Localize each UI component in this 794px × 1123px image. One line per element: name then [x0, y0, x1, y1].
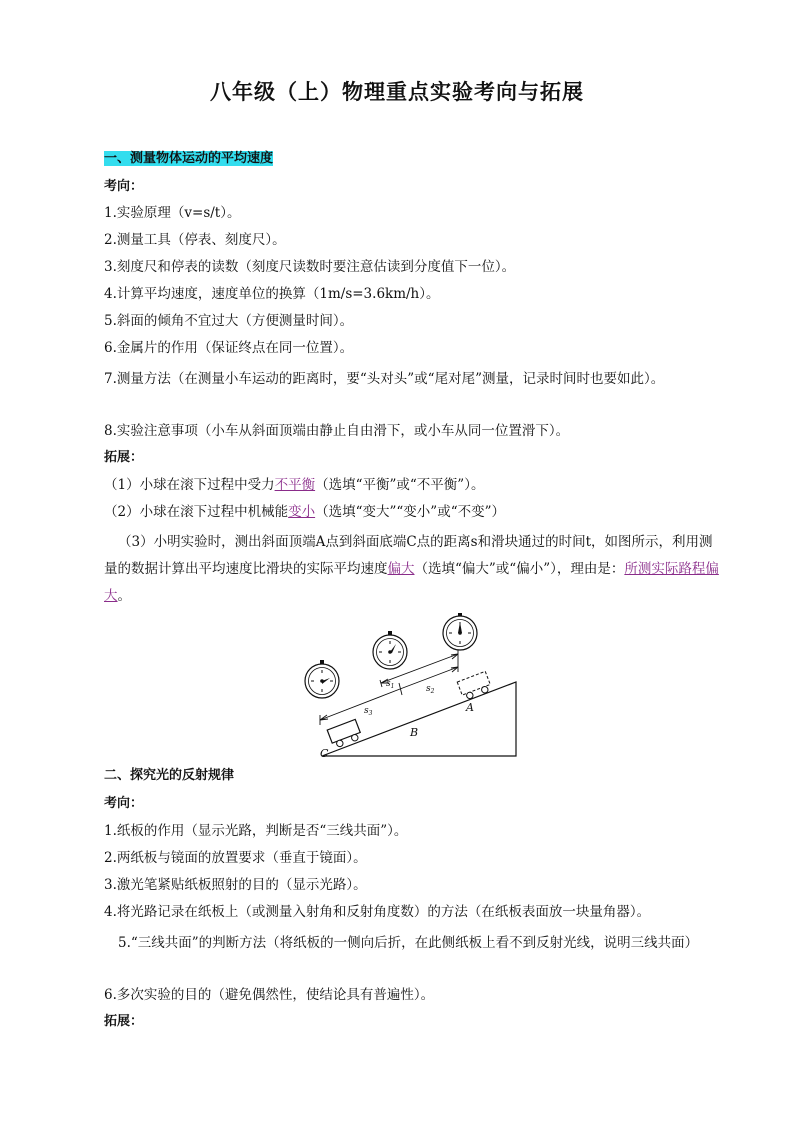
inclined-plane-figure: [294, 610, 526, 760]
section2-item-1: 1.纸板的作用（显示光路，判断是否“三线共面”）。: [104, 823, 408, 839]
stopwatch-icon: [305, 660, 339, 698]
section1-item-7: 7.测量方法（在测量小车运动的距离时，要“头对头”或“尾对尾”测量，记录时间时也要如此）。: [104, 371, 665, 387]
extension-1-answer: 不平衡: [274, 477, 316, 493]
incline-triangle: [322, 682, 516, 756]
label-s2: $s_2$: [426, 684, 435, 695]
cart-top: [457, 671, 492, 701]
extension-1-options: （选填“平衡”或“不平衡”）。: [315, 477, 485, 493]
section1-item-2: 2.测量工具（停表、刻度尺）。: [104, 232, 286, 248]
stopwatch-icon: [443, 613, 477, 650]
extension-3-answer-2: 所测实际路程偏大: [104, 561, 719, 604]
extension-2-text: （2）小球在滚下过程中机械能: [104, 504, 289, 520]
section2-item-6: 6.多次实验的目的（避免偶然性，使结论具有普遍性）。: [104, 987, 435, 1003]
label-s3: $s_3$: [364, 706, 373, 717]
stopwatch-icon: [373, 631, 407, 669]
label-A: A: [466, 701, 474, 714]
cart-bottom: [327, 719, 362, 749]
label-s1: $s_1$: [386, 679, 395, 690]
section2-item-4: 4.将光路记录在纸板上（或测量入射角和反射角度数）的方法（在纸板表面放一块量角器）。: [104, 904, 651, 920]
extension-1-text: （1）小球在滚下过程中受力: [104, 477, 275, 493]
section2-item-3: 3.激光笔紧贴纸板照射的目的（显示光路）。: [104, 877, 367, 893]
extension-3: [104, 529, 720, 610]
label-B: B: [410, 726, 419, 739]
extension-3-end: 。: [117, 588, 131, 604]
extension-3-options: （选填“偏大”或“偏小”），理由是：: [414, 561, 625, 577]
section1-item-4: 4.计算平均速度，速度单位的换算（1m/s=3.6km/h）。: [104, 286, 440, 302]
section1-item-5: 5.斜面的倾角不宜过大（方便测量时间）。: [104, 313, 354, 329]
section1-item-8: 8.实验注意事项（小车从斜面顶端由静止自由滑下，或小车从同一位置滑下）。: [104, 423, 570, 439]
extension-3-text: （3）小明实验时，测出斜面顶端A点到斜面底端C点的距离s和滑块通过的时间t，如图所示，利用测量的数据计算出平均速度比滑块的实际平均速度: [104, 534, 713, 577]
section1-item-3: 3.刻度尺和停表的读数（刻度尺读数时要注意估读到分度值下一位）。: [104, 259, 516, 275]
extension-2: [104, 501, 720, 523]
section1-tuozhan-label: 拓展：: [104, 450, 144, 465]
section1-heading-text: 一、测量物体运动的平均速度: [104, 151, 274, 166]
section2-tuozhan-label: 拓展：: [104, 1014, 144, 1029]
section1-item-1: 1.实验原理（v=s/t）。: [104, 205, 241, 221]
section1-heading: [104, 148, 720, 170]
section2-kaoxiang-label: 考向：: [104, 796, 144, 811]
section1-kaoxiang-label: 考向：: [104, 179, 144, 194]
extension-3-answer-1: 偏大: [387, 561, 415, 577]
label-C: C: [320, 747, 329, 760]
page-title: 八年级（上）物理重点实验考向与拓展: [210, 80, 584, 104]
extension-2-answer: 变小: [288, 504, 316, 520]
extension-1: [104, 474, 720, 496]
section1-item-6: 6.金属片的作用（保证终点在同一位置）。: [104, 340, 354, 356]
section2-item-2: 2.两纸板与镜面的放置要求（垂直于镜面）。: [104, 850, 367, 866]
extension-2-options: （选填“变大”“变小”或“不变”）: [315, 504, 506, 520]
section2-heading: 二、探究光的反射规律: [104, 768, 235, 783]
section2-item-5: 5.“三线共面”的判断方法（将纸板的一侧向后折，在此侧纸板上看不到反射光线，说明三线共面）: [118, 935, 699, 951]
